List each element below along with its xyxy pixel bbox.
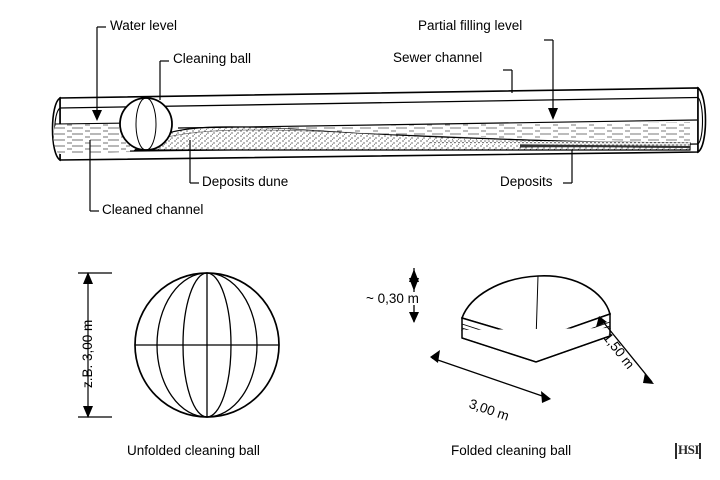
label-cleaned-channel: Cleaned channel — [102, 202, 204, 217]
dim-width-line — [432, 358, 548, 398]
label-folded-width: 3,00 m — [467, 396, 512, 424]
dim-width-arrow-b — [541, 391, 551, 403]
dim-depth-arrow-b — [643, 373, 654, 384]
dim-arrow-top — [83, 272, 93, 284]
unfolded-ball-group — [135, 273, 279, 417]
label-deposits-dune: Deposits dune — [202, 174, 289, 189]
label-water-level: Water level — [110, 18, 178, 33]
dim-height-arrow-up — [409, 269, 419, 282]
label-folded-height: ~ 0,30 m — [366, 291, 419, 306]
folded-ball-group — [462, 276, 610, 362]
dim-width-arrow-a — [430, 350, 440, 363]
dim-height-arrow-down2 — [409, 312, 419, 323]
label-sewer-channel: Sewer channel — [393, 50, 483, 65]
watermark-label: HSI — [678, 442, 699, 457]
dim-arrow-bottom — [83, 406, 93, 418]
sewer-channel-group — [53, 88, 706, 160]
caption-folded-cleaning-ball: Folded cleaning ball — [451, 443, 572, 458]
cleaning-ball — [120, 98, 172, 150]
water-left-of-ball — [54, 124, 130, 154]
label-deposits: Deposits — [500, 174, 553, 189]
label-unfolded-ball-dimension: z.B. 3,00 m — [80, 319, 95, 388]
label-folded-depth: 1,50 m — [600, 330, 638, 372]
label-cleaning-ball: Cleaning ball — [173, 51, 252, 66]
label-partial-filling-level: Partial filling level — [418, 18, 523, 33]
caption-unfolded-cleaning-ball: Unfolded cleaning ball — [127, 443, 260, 458]
